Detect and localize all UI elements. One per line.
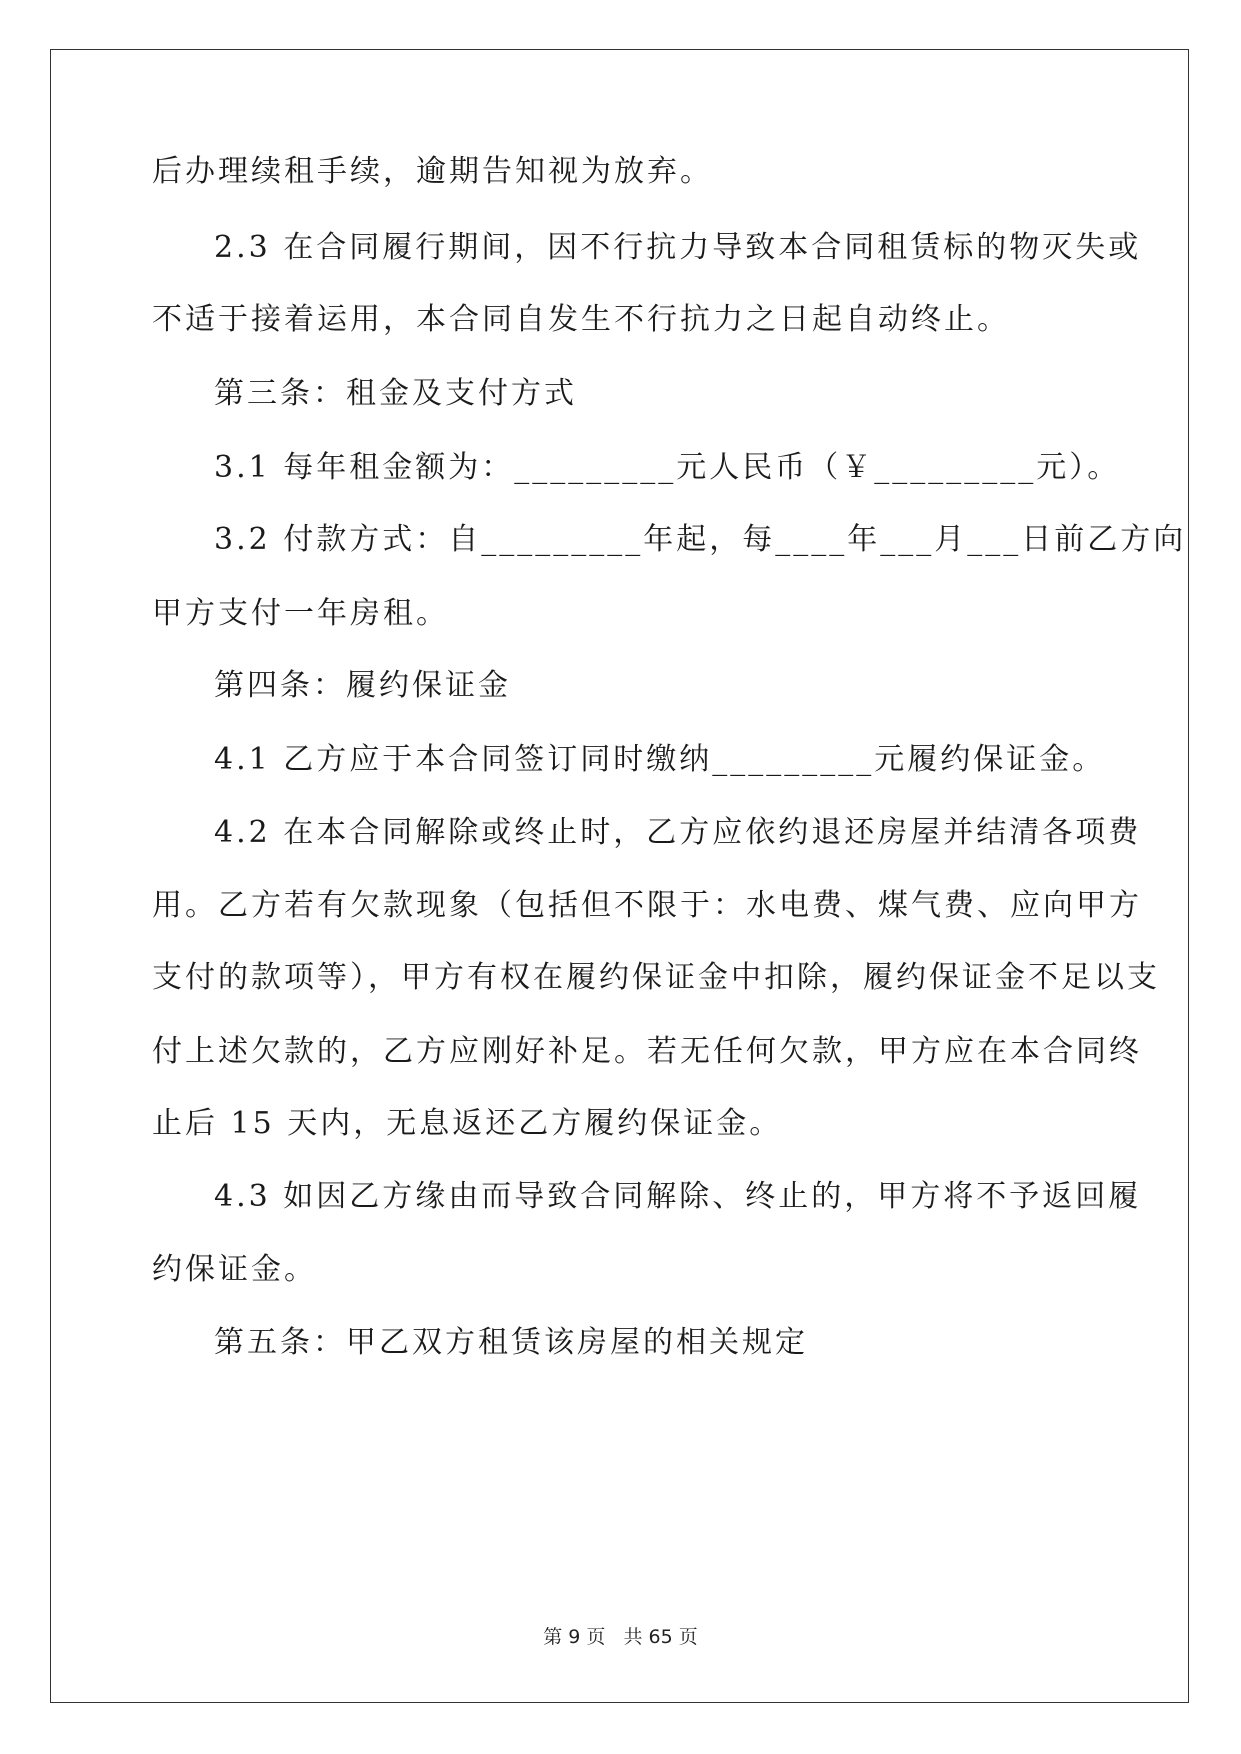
text-line: 甲方支付一年房租。 [152,596,449,631]
clause-4-1: 4.1 乙方应于本合同签订同时缴纳_________元履约保证金。 [214,742,1106,777]
text-line: 不适于接着运用，本合同自发生不行抗力之日起自动终止。 [152,302,1010,337]
clause-3-1: 3.1 每年租金额为：_________元人民币（￥_________元）。 [214,450,1121,485]
clause-4-3: 4.3 如因乙方缘由而导致合同解除、终止的，甲方将不予返回履 [214,1179,1142,1214]
section-heading-3: 第三条：租金及支付方式 [214,376,577,411]
text-line: 付上述欠款的，乙方应刚好补足。若无任何欠款，甲方应在本合同终 [152,1034,1142,1069]
clause-2-3: 2.3 在合同履行期间，因不行抗力导致本合同租赁标的物灭失或 [214,230,1142,265]
text-line: 支付的款项等），甲方有权在履约保证金中扣除，履约保证金不足以支 [152,960,1160,995]
text-line: 后办理续租手续，逾期告知视为放弃。 [152,154,713,189]
text-line: 约保证金。 [152,1252,317,1287]
text-line: 用。乙方若有欠款现象（包括但不限于：水电费、煤气费、应向甲方 [152,888,1142,923]
text-line: 止后 15 天内，无息返还乙方履约保证金。 [152,1106,783,1141]
clause-4-2: 4.2 在本合同解除或终止时，乙方应依约退还房屋并结清各项费 [214,815,1142,850]
section-heading-4: 第四条：履约保证金 [214,668,511,703]
page-footer [0,1622,1241,1649]
page-number: 第 9 页 [543,1626,606,1648]
page-border [50,49,1189,1703]
clause-3-2: 3.2 付款方式：自_________年起，每____年___月___日前乙方向 [214,522,1187,557]
section-heading-5: 第五条：甲乙双方租赁该房屋的相关规定 [214,1325,808,1360]
page-total: 共 65 页 [623,1626,698,1648]
